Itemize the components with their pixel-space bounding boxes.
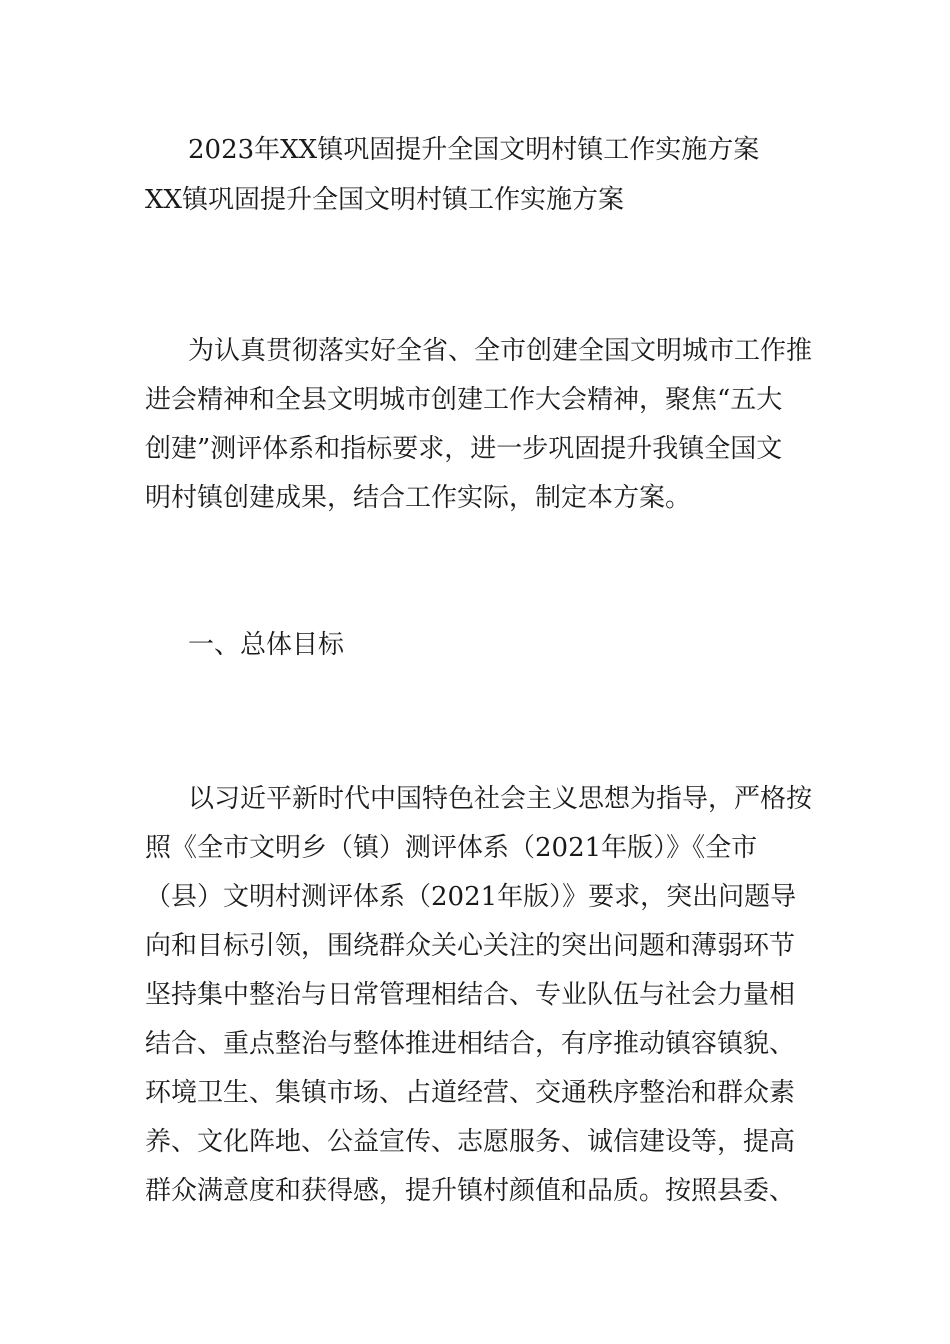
paragraph-line: 养、文化阵地、公益宣传、志愿服务、诚信建设等，提高 [145, 1127, 796, 1157]
paragraph-line: 照《全市文明乡（镇）测评体系（2021年版）》《全市 [145, 833, 758, 863]
paragraph-line: 坚持集中整治与日常管理相结合、专业队伍与社会力量相 [145, 980, 796, 1010]
paragraph-line: 以习近平新时代中国特色社会主义思想为指导，严格按 [188, 784, 813, 814]
paragraph-line: 创建”测评体系和指标要求，进一步巩固提升我镇全国文 [145, 434, 783, 464]
document-subtitle: XX镇巩固提升全国文明村镇工作实施方案 [145, 185, 625, 215]
paragraph-line: 向和目标引领，围绕群众关心关注的突出问题和薄弱环节 [145, 931, 796, 961]
intro-paragraph [145, 327, 815, 523]
paragraph-line: 结合、重点整治与整体推进相结合，有序推动镇容镇貌、 [145, 1029, 796, 1059]
paragraph-line: 明村镇创建成果，结合工作实际，制定本方案。 [145, 483, 692, 513]
paragraph-line: 为认真贯彻落实好全省、全市创建全国文明城市工作推 [188, 336, 813, 366]
section-1-paragraph [145, 775, 815, 1216]
section-heading: 一、总体目标 [188, 630, 345, 660]
paragraph-line: 环境卫生、集镇市场、占道经营、交通秩序整治和群众素 [145, 1078, 796, 1108]
paragraph-line: 群众满意度和获得感，提升镇村颜值和品质。按照县委、 [145, 1176, 796, 1206]
paragraph-line: 进会精神和全县文明城市创建工作大会精神，聚焦“五大 [145, 385, 783, 415]
paragraph-line: （县）文明村测评体系（2021年版）》要求，突出问题导 [145, 882, 797, 912]
document-title: 2023年XX镇巩固提升全国文明村镇工作实施方案 [188, 135, 760, 165]
